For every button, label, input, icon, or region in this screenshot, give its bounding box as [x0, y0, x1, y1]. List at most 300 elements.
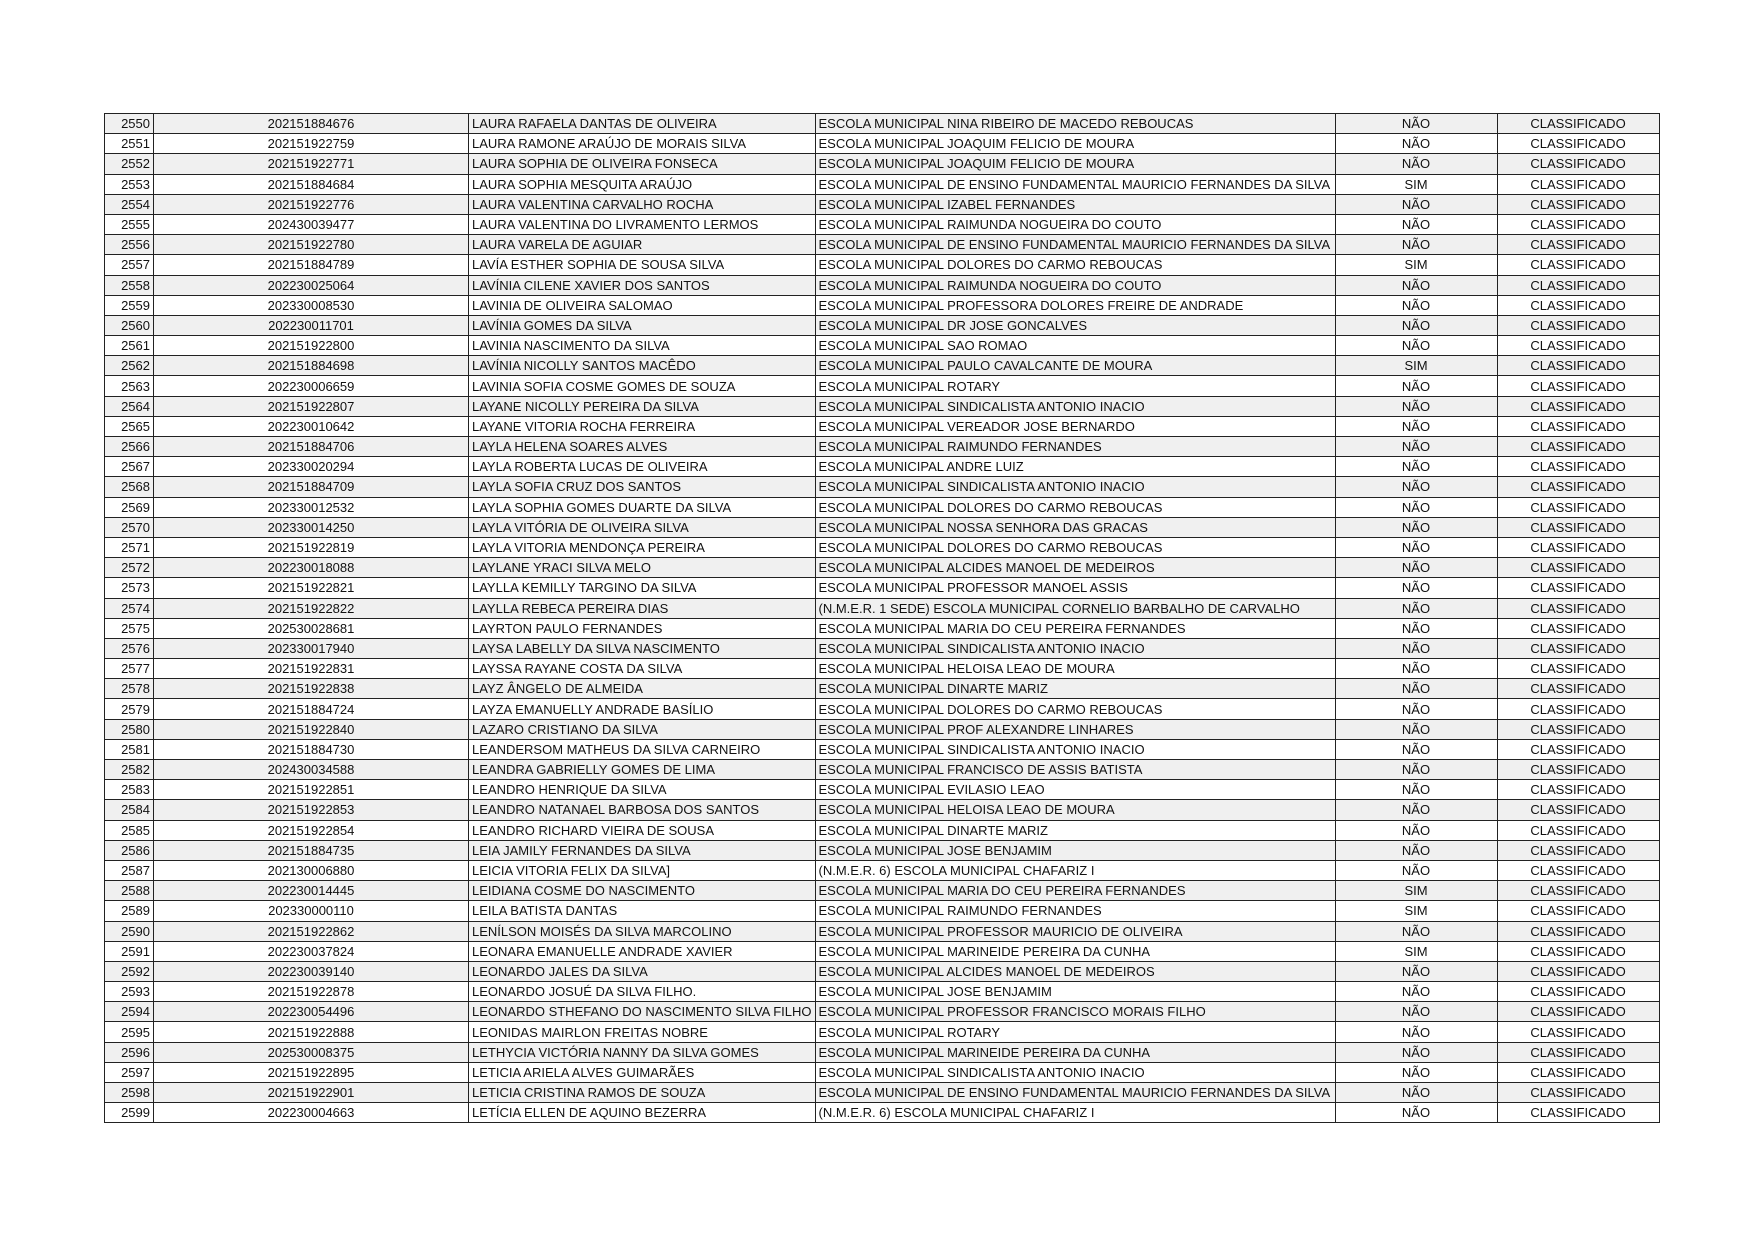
row-number: 2578: [105, 679, 154, 699]
table-row: [105, 295, 1660, 315]
status-value: CLASSIFICADO: [1497, 477, 1659, 497]
row-number: 2583: [105, 780, 154, 800]
registration-number: 202151884709: [154, 477, 469, 497]
flag-value: NÃO: [1335, 780, 1497, 800]
registration-number: 202151922862: [154, 921, 469, 941]
school-name: ESCOLA MUNICIPAL JOSE BENJAMIM: [815, 840, 1335, 860]
row-number: 2590: [105, 921, 154, 941]
row-number: 2579: [105, 699, 154, 719]
table-row: [105, 719, 1660, 739]
school-name: ESCOLA MUNICIPAL DOLORES DO CARMO REBOUCAS: [815, 255, 1335, 275]
table-row: [105, 1042, 1660, 1062]
status-value: CLASSIFICADO: [1497, 679, 1659, 699]
student-name: LAYLLA REBECA PEREIRA DIAS: [469, 598, 816, 618]
table-row: [105, 780, 1660, 800]
status-value: CLASSIFICADO: [1497, 598, 1659, 618]
status-value: CLASSIFICADO: [1497, 437, 1659, 457]
status-value: CLASSIFICADO: [1497, 255, 1659, 275]
table-row: [105, 315, 1660, 335]
status-value: CLASSIFICADO: [1497, 618, 1659, 638]
student-name: LEONARDO JOSUÉ DA SILVA FILHO.: [469, 982, 816, 1002]
school-name: ESCOLA MUNICIPAL FRANCISCO DE ASSIS BATISTA: [815, 760, 1335, 780]
school-name: ESCOLA MUNICIPAL PROFESSOR FRANCISCO MORAIS FILHO: [815, 1002, 1335, 1022]
table-row: [105, 114, 1660, 134]
table-row: [105, 497, 1660, 517]
registration-number: 202151922851: [154, 780, 469, 800]
student-name: LEONIDAS MAIRLON FREITAS NOBRE: [469, 1022, 816, 1042]
table-row: [105, 1002, 1660, 1022]
table-row: [105, 537, 1660, 557]
school-name: ESCOLA MUNICIPAL PROFESSOR MAURICIO DE OLIVEIRA: [815, 921, 1335, 941]
row-number: 2596: [105, 1042, 154, 1062]
status-value: CLASSIFICADO: [1497, 961, 1659, 981]
flag-value: NÃO: [1335, 235, 1497, 255]
school-name: ESCOLA MUNICIPAL PROFESSOR MANOEL ASSIS: [815, 578, 1335, 598]
row-number: 2557: [105, 255, 154, 275]
table-row: [105, 214, 1660, 234]
school-name: (N.M.E.R. 6) ESCOLA MUNICIPAL CHAFARIZ I: [815, 860, 1335, 880]
table-row: [105, 679, 1660, 699]
student-name: LAYLA ROBERTA LUCAS DE OLIVEIRA: [469, 457, 816, 477]
school-name: ESCOLA MUNICIPAL RAIMUNDO FERNANDES: [815, 437, 1335, 457]
school-name: ESCOLA MUNICIPAL NINA RIBEIRO DE MACEDO REBOUCAS: [815, 114, 1335, 134]
table-row: [105, 760, 1660, 780]
row-number: 2567: [105, 457, 154, 477]
student-name: LAURA VALENTINA CARVALHO ROCHA: [469, 194, 816, 214]
status-value: CLASSIFICADO: [1497, 1103, 1659, 1123]
flag-value: NÃO: [1335, 315, 1497, 335]
registration-number: 202151884735: [154, 840, 469, 860]
status-value: CLASSIFICADO: [1497, 416, 1659, 436]
table-row: [105, 941, 1660, 961]
row-number: 2577: [105, 659, 154, 679]
flag-value: NÃO: [1335, 558, 1497, 578]
student-name: LAURA RAMONE ARAÚJO DE MORAIS SILVA: [469, 134, 816, 154]
table-row: [105, 840, 1660, 860]
school-name: ESCOLA MUNICIPAL ROTARY: [815, 376, 1335, 396]
school-name: ESCOLA MUNICIPAL DINARTE MARIZ: [815, 820, 1335, 840]
registration-number: 202330020294: [154, 457, 469, 477]
status-value: CLASSIFICADO: [1497, 154, 1659, 174]
school-name: (N.M.E.R. 6) ESCOLA MUNICIPAL CHAFARIZ I: [815, 1103, 1335, 1123]
student-name: LETHYCIA VICTÓRIA NANNY DA SILVA GOMES: [469, 1042, 816, 1062]
row-number: 2576: [105, 638, 154, 658]
school-name: ESCOLA MUNICIPAL DINARTE MARIZ: [815, 679, 1335, 699]
registration-number: 202230014445: [154, 881, 469, 901]
flag-value: NÃO: [1335, 416, 1497, 436]
status-value: CLASSIFICADO: [1497, 275, 1659, 295]
row-number: 2559: [105, 295, 154, 315]
registration-number: 202230039140: [154, 961, 469, 981]
registration-number: 202151922853: [154, 800, 469, 820]
flag-value: NÃO: [1335, 1103, 1497, 1123]
student-name: LAYLA SOPHIA GOMES DUARTE DA SILVA: [469, 497, 816, 517]
status-value: CLASSIFICADO: [1497, 941, 1659, 961]
registration-number: 202230010642: [154, 416, 469, 436]
row-number: 2573: [105, 578, 154, 598]
status-value: CLASSIFICADO: [1497, 739, 1659, 759]
row-number: 2550: [105, 114, 154, 134]
school-name: ESCOLA MUNICIPAL SINDICALISTA ANTONIO INACIO: [815, 477, 1335, 497]
status-value: CLASSIFICADO: [1497, 295, 1659, 315]
table-row: [105, 800, 1660, 820]
student-name: LAYLA HELENA SOARES ALVES: [469, 437, 816, 457]
school-name: ESCOLA MUNICIPAL SAO ROMAO: [815, 336, 1335, 356]
school-name: ESCOLA MUNICIPAL PROF ALEXANDRE LINHARES: [815, 719, 1335, 739]
student-name: LAYANE VITORIA ROCHA FERREIRA: [469, 416, 816, 436]
status-value: CLASSIFICADO: [1497, 881, 1659, 901]
table-row: [105, 1083, 1660, 1103]
flag-value: NÃO: [1335, 437, 1497, 457]
status-value: CLASSIFICADO: [1497, 1083, 1659, 1103]
school-name: ESCOLA MUNICIPAL RAIMUNDA NOGUEIRA DO COUTO: [815, 275, 1335, 295]
flag-value: NÃO: [1335, 457, 1497, 477]
registration-number: 202151884676: [154, 114, 469, 134]
student-name: LETICIA CRISTINA RAMOS DE SOUZA: [469, 1083, 816, 1103]
table-row: [105, 1103, 1660, 1123]
student-name: LAYSSA RAYANE COSTA DA SILVA: [469, 659, 816, 679]
school-name: ESCOLA MUNICIPAL RAIMUNDA NOGUEIRA DO COUTO: [815, 214, 1335, 234]
student-name: LEANDERSOM MATHEUS DA SILVA CARNEIRO: [469, 739, 816, 759]
row-number: 2580: [105, 719, 154, 739]
status-value: CLASSIFICADO: [1497, 457, 1659, 477]
row-number: 2568: [105, 477, 154, 497]
flag-value: NÃO: [1335, 820, 1497, 840]
registration-number: 202130006880: [154, 860, 469, 880]
row-number: 2563: [105, 376, 154, 396]
registration-number: 202151922831: [154, 659, 469, 679]
table-row: [105, 558, 1660, 578]
student-name: LAYLA VITÓRIA DE OLIVEIRA SILVA: [469, 517, 816, 537]
flag-value: NÃO: [1335, 295, 1497, 315]
student-name: LAYRTON PAULO FERNANDES: [469, 618, 816, 638]
row-number: 2552: [105, 154, 154, 174]
status-value: CLASSIFICADO: [1497, 780, 1659, 800]
school-name: ESCOLA MUNICIPAL NOSSA SENHORA DAS GRACAS: [815, 517, 1335, 537]
flag-value: SIM: [1335, 881, 1497, 901]
row-number: 2592: [105, 961, 154, 981]
table-row: [105, 578, 1660, 598]
student-name: LAVÍNIA GOMES DA SILVA: [469, 315, 816, 335]
row-number: 2560: [105, 315, 154, 335]
status-value: CLASSIFICADO: [1497, 114, 1659, 134]
status-value: CLASSIFICADO: [1497, 638, 1659, 658]
status-value: CLASSIFICADO: [1497, 820, 1659, 840]
status-value: CLASSIFICADO: [1497, 396, 1659, 416]
school-name: ESCOLA MUNICIPAL JOAQUIM FELICIO DE MOURA: [815, 134, 1335, 154]
table-row: [105, 982, 1660, 1002]
flag-value: NÃO: [1335, 396, 1497, 416]
registration-number: 202151922838: [154, 679, 469, 699]
school-name: ESCOLA MUNICIPAL ALCIDES MANOEL DE MEDEIROS: [815, 961, 1335, 981]
school-name: ESCOLA MUNICIPAL VEREADOR JOSE BERNARDO: [815, 416, 1335, 436]
registration-number: 202230018088: [154, 558, 469, 578]
flag-value: NÃO: [1335, 336, 1497, 356]
registration-number: 202230054496: [154, 1002, 469, 1022]
student-name: LAYLLA KEMILLY TARGINO DA SILVA: [469, 578, 816, 598]
school-name: ESCOLA MUNICIPAL PROFESSORA DOLORES FREIRE DE ANDRADE: [815, 295, 1335, 315]
registration-number: 202151922822: [154, 598, 469, 618]
flag-value: SIM: [1335, 901, 1497, 921]
table-row: [105, 598, 1660, 618]
student-name: LAVÍNIA NICOLLY SANTOS MACÊDO: [469, 356, 816, 376]
row-number: 2598: [105, 1083, 154, 1103]
row-number: 2554: [105, 194, 154, 214]
row-number: 2581: [105, 739, 154, 759]
status-value: CLASSIFICADO: [1497, 860, 1659, 880]
row-number: 2588: [105, 881, 154, 901]
school-name: ESCOLA MUNICIPAL MARIA DO CEU PEREIRA FERNANDES: [815, 618, 1335, 638]
student-name: LAURA SOPHIA MESQUITA ARAÚJO: [469, 174, 816, 194]
table-row: [105, 416, 1660, 436]
registration-number: 202151884698: [154, 356, 469, 376]
student-name: LEANDRO HENRIQUE DA SILVA: [469, 780, 816, 800]
table-body: [105, 114, 1660, 1123]
row-number: 2556: [105, 235, 154, 255]
student-name: LAURA VARELA DE AGUIAR: [469, 235, 816, 255]
registration-number: 202151884730: [154, 739, 469, 759]
school-name: (N.M.E.R. 1 SEDE) ESCOLA MUNICIPAL CORNELIO BARBALHO DE CARVALHO: [815, 598, 1335, 618]
registration-number: 202151884684: [154, 174, 469, 194]
flag-value: NÃO: [1335, 638, 1497, 658]
flag-value: NÃO: [1335, 214, 1497, 234]
student-name: LEANDRO RICHARD VIEIRA DE SOUSA: [469, 820, 816, 840]
table-row: [105, 820, 1660, 840]
flag-value: NÃO: [1335, 1002, 1497, 1022]
flag-value: NÃO: [1335, 477, 1497, 497]
flag-value: NÃO: [1335, 194, 1497, 214]
student-name: LAYLA SOFIA CRUZ DOS SANTOS: [469, 477, 816, 497]
table-row: [105, 134, 1660, 154]
registration-number: 202151922819: [154, 537, 469, 557]
student-name: LEANDRO NATANAEL BARBOSA DOS SANTOS: [469, 800, 816, 820]
row-number: 2593: [105, 982, 154, 1002]
school-name: ESCOLA MUNICIPAL DE ENSINO FUNDAMENTAL MAURICIO FERNANDES DA SILVA: [815, 174, 1335, 194]
registration-number: 202430034588: [154, 760, 469, 780]
flag-value: NÃO: [1335, 154, 1497, 174]
row-number: 2562: [105, 356, 154, 376]
student-name: LAVÍNIA CILENE XAVIER DOS SANTOS: [469, 275, 816, 295]
table-row: [105, 457, 1660, 477]
student-name: LETÍCIA ELLEN DE AQUINO BEZERRA: [469, 1103, 816, 1123]
flag-value: NÃO: [1335, 982, 1497, 1002]
student-name: LAVINIA SOFIA COSME GOMES DE SOUZA: [469, 376, 816, 396]
flag-value: NÃO: [1335, 659, 1497, 679]
table-row: [105, 235, 1660, 255]
status-value: CLASSIFICADO: [1497, 901, 1659, 921]
registration-number: 202151922854: [154, 820, 469, 840]
flag-value: NÃO: [1335, 860, 1497, 880]
registration-number: 202151922807: [154, 396, 469, 416]
school-name: ESCOLA MUNICIPAL ALCIDES MANOEL DE MEDEIROS: [815, 558, 1335, 578]
registration-number: 202230025064: [154, 275, 469, 295]
registration-number: 202151922759: [154, 134, 469, 154]
registration-number: 202151884789: [154, 255, 469, 275]
student-name: LEANDRA GABRIELLY GOMES DE LIMA: [469, 760, 816, 780]
school-name: ESCOLA MUNICIPAL EVILASIO LEAO: [815, 780, 1335, 800]
table-row: [105, 275, 1660, 295]
status-value: CLASSIFICADO: [1497, 336, 1659, 356]
school-name: ESCOLA MUNICIPAL MARIA DO CEU PEREIRA FERNANDES: [815, 881, 1335, 901]
registration-number: 202230006659: [154, 376, 469, 396]
flag-value: NÃO: [1335, 1022, 1497, 1042]
flag-value: NÃO: [1335, 537, 1497, 557]
flag-value: NÃO: [1335, 760, 1497, 780]
registration-number: 202330000110: [154, 901, 469, 921]
table-row: [105, 699, 1660, 719]
school-name: ESCOLA MUNICIPAL SINDICALISTA ANTONIO INACIO: [815, 638, 1335, 658]
school-name: ESCOLA MUNICIPAL IZABEL FERNANDES: [815, 194, 1335, 214]
school-name: ESCOLA MUNICIPAL HELOISA LEAO DE MOURA: [815, 800, 1335, 820]
flag-value: NÃO: [1335, 719, 1497, 739]
school-name: ESCOLA MUNICIPAL PAULO CAVALCANTE DE MOURA: [815, 356, 1335, 376]
row-number: 2591: [105, 941, 154, 961]
student-name: LEICIA VITORIA FELIX DA SILVA]: [469, 860, 816, 880]
row-number: 2584: [105, 800, 154, 820]
status-value: CLASSIFICADO: [1497, 578, 1659, 598]
row-number: 2582: [105, 760, 154, 780]
school-name: ESCOLA MUNICIPAL JOSE BENJAMIM: [815, 982, 1335, 1002]
flag-value: NÃO: [1335, 497, 1497, 517]
row-number: 2585: [105, 820, 154, 840]
registration-number: 202151922800: [154, 336, 469, 356]
table-row: [105, 356, 1660, 376]
status-value: CLASSIFICADO: [1497, 558, 1659, 578]
status-value: CLASSIFICADO: [1497, 699, 1659, 719]
status-value: CLASSIFICADO: [1497, 315, 1659, 335]
status-value: CLASSIFICADO: [1497, 800, 1659, 820]
student-name: LEONARDO JALES DA SILVA: [469, 961, 816, 981]
row-number: 2571: [105, 537, 154, 557]
status-value: CLASSIFICADO: [1497, 840, 1659, 860]
student-name: LAYLA VITORIA MENDONÇA PEREIRA: [469, 537, 816, 557]
flag-value: NÃO: [1335, 921, 1497, 941]
student-name: LEIA JAMILY FERNANDES DA SILVA: [469, 840, 816, 860]
student-name: LEONARA EMANUELLE ANDRADE XAVIER: [469, 941, 816, 961]
flag-value: NÃO: [1335, 114, 1497, 134]
student-name: LAYANE NICOLLY PEREIRA DA SILVA: [469, 396, 816, 416]
row-number: 2594: [105, 1002, 154, 1022]
student-name: LAYZ ÂNGELO DE ALMEIDA: [469, 679, 816, 699]
school-name: ESCOLA MUNICIPAL DR JOSE GONCALVES: [815, 315, 1335, 335]
table-row: [105, 336, 1660, 356]
flag-value: NÃO: [1335, 517, 1497, 537]
school-name: ESCOLA MUNICIPAL SINDICALISTA ANTONIO INACIO: [815, 396, 1335, 416]
flag-value: SIM: [1335, 356, 1497, 376]
school-name: ESCOLA MUNICIPAL RAIMUNDO FERNANDES: [815, 901, 1335, 921]
row-number: 2569: [105, 497, 154, 517]
flag-value: NÃO: [1335, 1083, 1497, 1103]
status-value: CLASSIFICADO: [1497, 1022, 1659, 1042]
row-number: 2565: [105, 416, 154, 436]
registration-number: 202330012532: [154, 497, 469, 517]
registration-number: 202151922840: [154, 719, 469, 739]
flag-value: NÃO: [1335, 840, 1497, 860]
flag-value: SIM: [1335, 174, 1497, 194]
table-row: [105, 961, 1660, 981]
flag-value: NÃO: [1335, 699, 1497, 719]
status-value: CLASSIFICADO: [1497, 719, 1659, 739]
student-name: LEIDIANA COSME DO NASCIMENTO: [469, 881, 816, 901]
row-number: 2570: [105, 517, 154, 537]
registration-number: 202530008375: [154, 1042, 469, 1062]
registration-number: 202430039477: [154, 214, 469, 234]
registration-number: 202151922901: [154, 1083, 469, 1103]
student-name: LAZARO CRISTIANO DA SILVA: [469, 719, 816, 739]
school-name: ESCOLA MUNICIPAL SINDICALISTA ANTONIO INACIO: [815, 739, 1335, 759]
school-name: ESCOLA MUNICIPAL DE ENSINO FUNDAMENTAL MAURICIO FERNANDES DA SILVA: [815, 1083, 1335, 1103]
registration-number: 202330008530: [154, 295, 469, 315]
student-name: LAURA VALENTINA DO LIVRAMENTO LERMOS: [469, 214, 816, 234]
flag-value: NÃO: [1335, 800, 1497, 820]
flag-value: NÃO: [1335, 961, 1497, 981]
school-name: ESCOLA MUNICIPAL DOLORES DO CARMO REBOUCAS: [815, 497, 1335, 517]
table-row: [105, 618, 1660, 638]
table-row: [105, 194, 1660, 214]
status-value: CLASSIFICADO: [1497, 517, 1659, 537]
row-number: 2555: [105, 214, 154, 234]
school-name: ESCOLA MUNICIPAL SINDICALISTA ANTONIO INACIO: [815, 1062, 1335, 1082]
row-number: 2587: [105, 860, 154, 880]
status-value: CLASSIFICADO: [1497, 194, 1659, 214]
student-name: LAVINIA DE OLIVEIRA SALOMAO: [469, 295, 816, 315]
row-number: 2558: [105, 275, 154, 295]
table-row: [105, 255, 1660, 275]
table-row: [105, 659, 1660, 679]
flag-value: NÃO: [1335, 739, 1497, 759]
table-row: [105, 174, 1660, 194]
flag-value: NÃO: [1335, 679, 1497, 699]
table-row: [105, 921, 1660, 941]
registration-number: 202151922771: [154, 154, 469, 174]
school-name: ESCOLA MUNICIPAL DOLORES DO CARMO REBOUCAS: [815, 537, 1335, 557]
table-row: [105, 1062, 1660, 1082]
flag-value: NÃO: [1335, 1062, 1497, 1082]
registration-number: 202230004663: [154, 1103, 469, 1123]
student-name: LETICIA ARIELA ALVES GUIMARÃES: [469, 1062, 816, 1082]
flag-value: NÃO: [1335, 376, 1497, 396]
status-value: CLASSIFICADO: [1497, 356, 1659, 376]
status-value: CLASSIFICADO: [1497, 921, 1659, 941]
status-value: CLASSIFICADO: [1497, 174, 1659, 194]
table-row: [105, 1022, 1660, 1042]
table-row: [105, 477, 1660, 497]
registration-number: 202330017940: [154, 638, 469, 658]
school-name: ESCOLA MUNICIPAL JOAQUIM FELICIO DE MOURA: [815, 154, 1335, 174]
flag-value: NÃO: [1335, 275, 1497, 295]
school-name: ESCOLA MUNICIPAL MARINEIDE PEREIRA DA CUNHA: [815, 941, 1335, 961]
table-row: [105, 376, 1660, 396]
row-number: 2566: [105, 437, 154, 457]
status-value: CLASSIFICADO: [1497, 134, 1659, 154]
school-name: ESCOLA MUNICIPAL DE ENSINO FUNDAMENTAL MAURICIO FERNANDES DA SILVA: [815, 235, 1335, 255]
registration-number: 202151922888: [154, 1022, 469, 1042]
flag-value: SIM: [1335, 255, 1497, 275]
row-number: 2599: [105, 1103, 154, 1123]
status-value: CLASSIFICADO: [1497, 659, 1659, 679]
row-number: 2586: [105, 840, 154, 860]
row-number: 2551: [105, 134, 154, 154]
flag-value: NÃO: [1335, 1042, 1497, 1062]
table-row: [105, 396, 1660, 416]
table-row: [105, 517, 1660, 537]
row-number: 2553: [105, 174, 154, 194]
student-name: LAVINIA NASCIMENTO DA SILVA: [469, 336, 816, 356]
student-name: LAVÍA ESTHER SOPHIA DE SOUSA SILVA: [469, 255, 816, 275]
status-value: CLASSIFICADO: [1497, 497, 1659, 517]
row-number: 2564: [105, 396, 154, 416]
status-value: CLASSIFICADO: [1497, 760, 1659, 780]
